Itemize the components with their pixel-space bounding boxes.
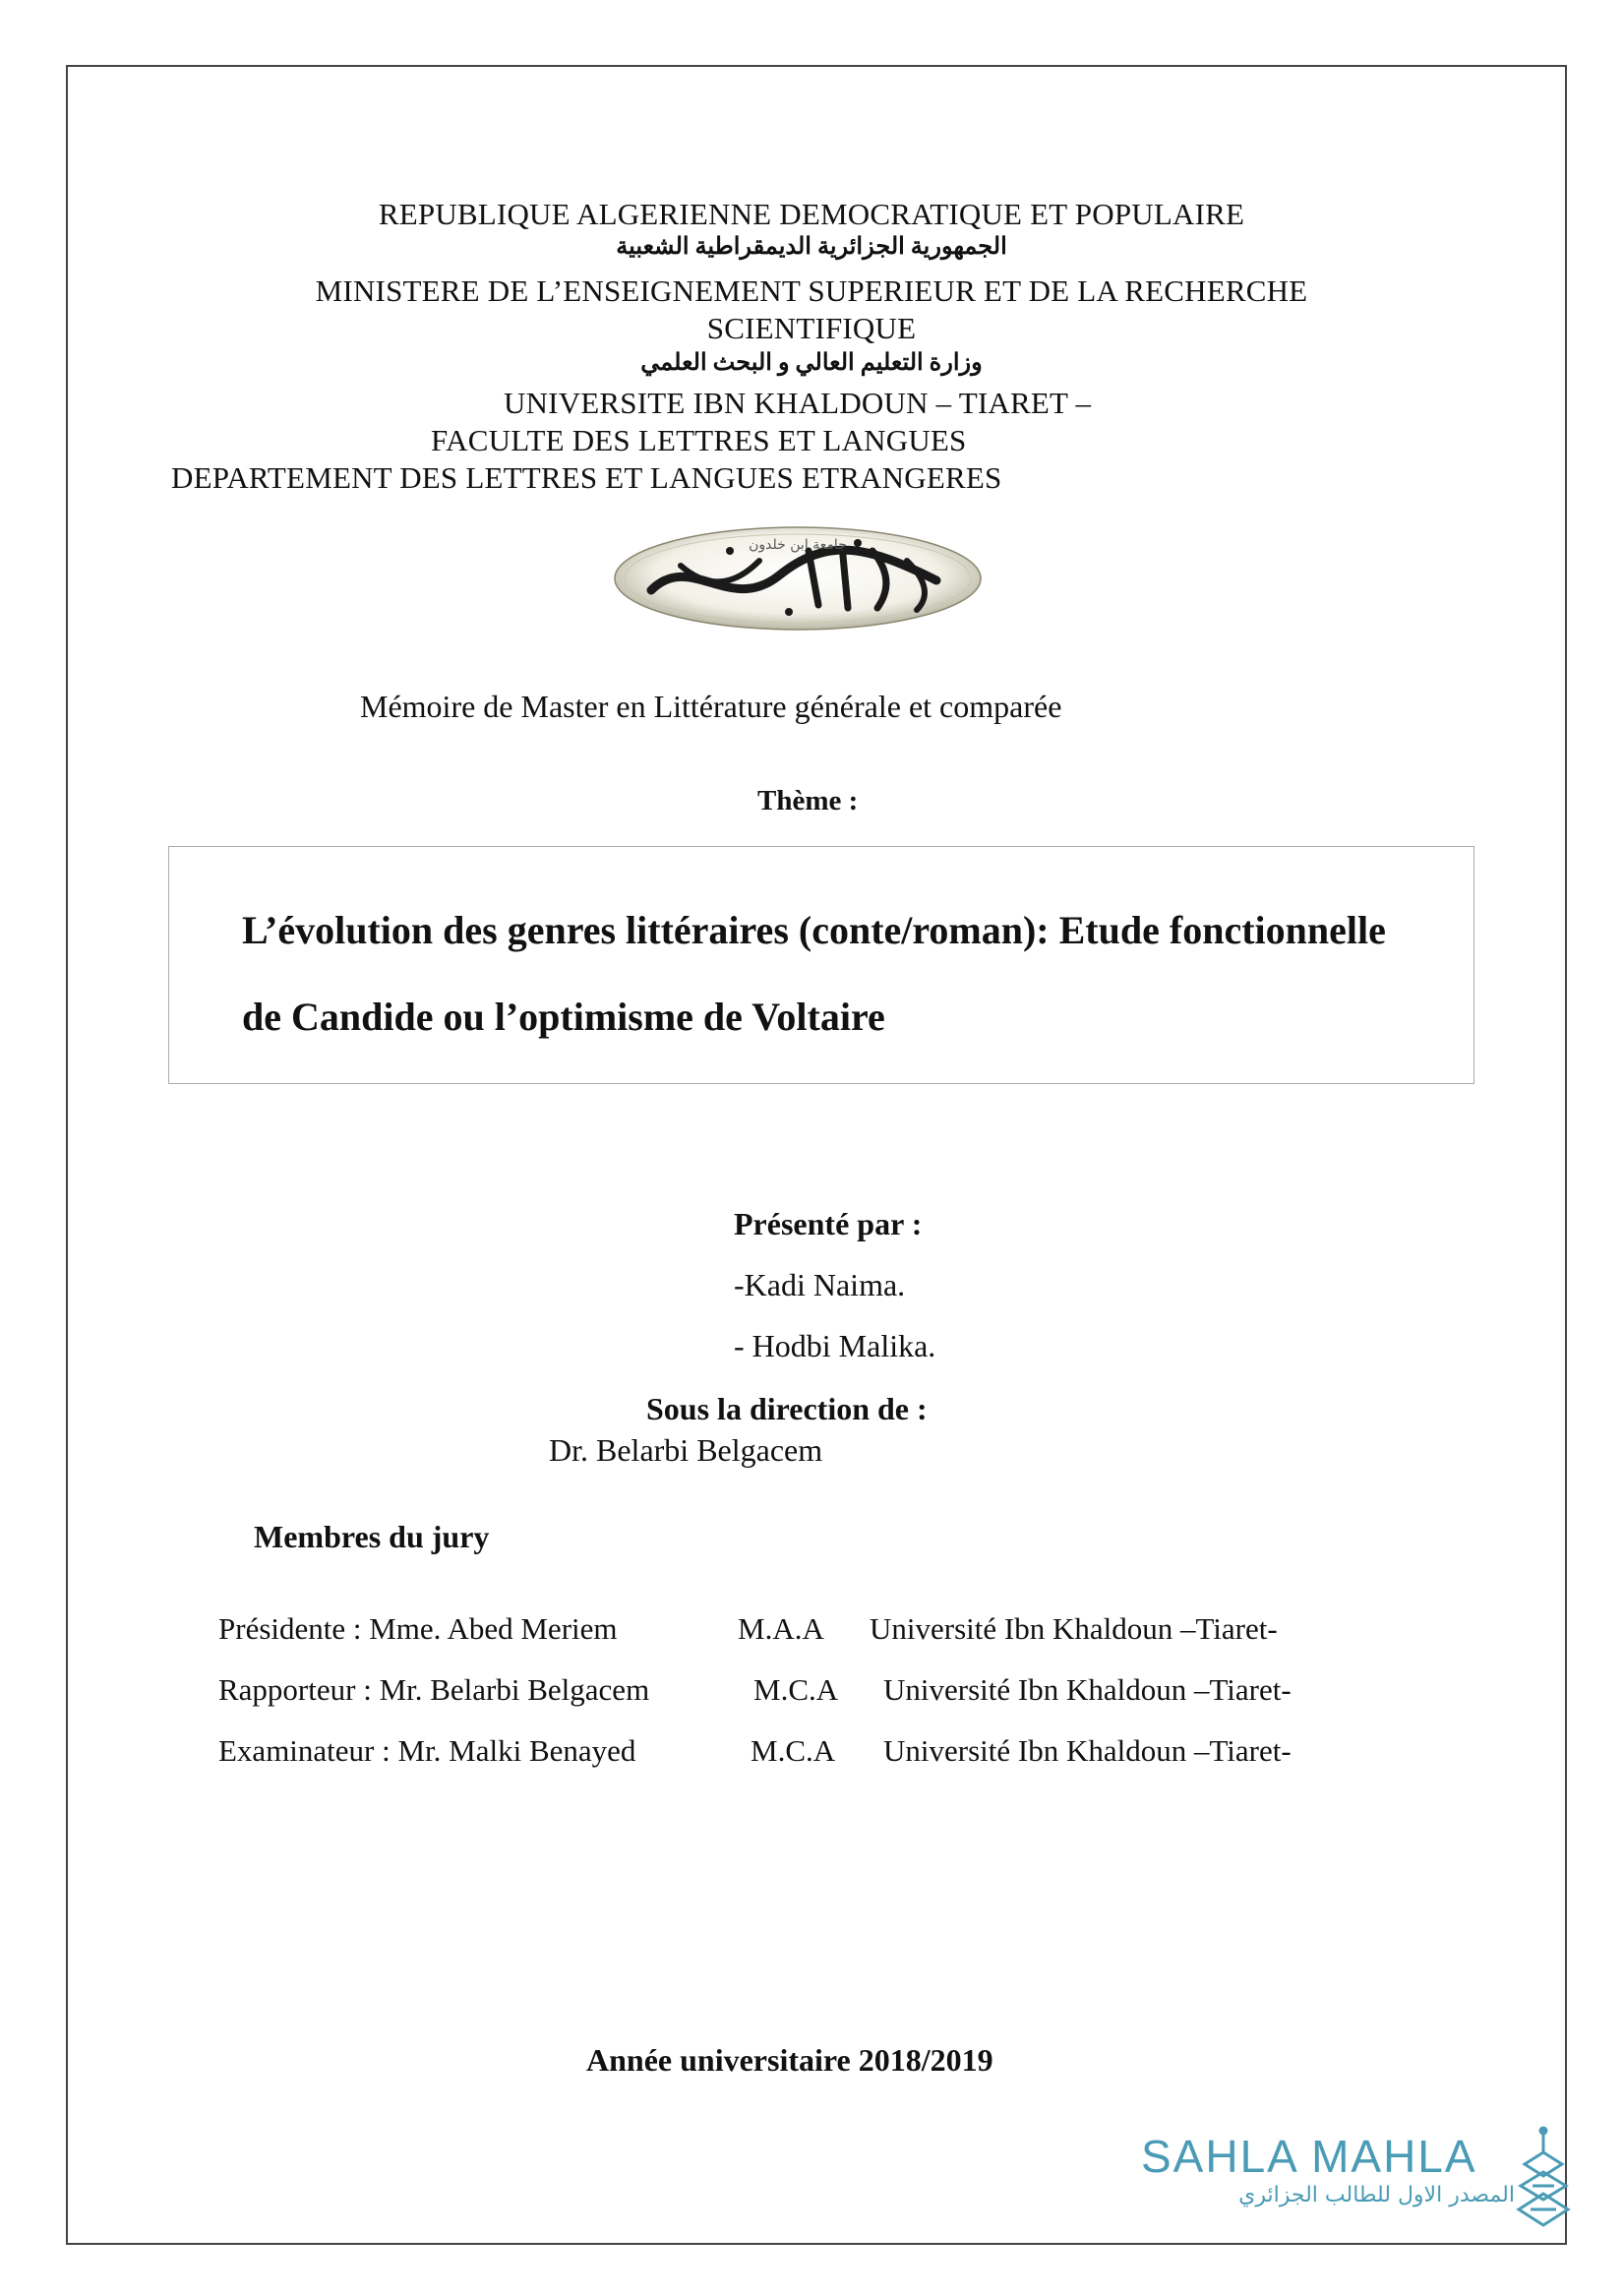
logo-text: جامعة ابن خلدون <box>749 537 847 553</box>
theme-label: Thème : <box>757 785 859 816</box>
republic-fr: REPUBLIQUE ALGERIENNE DEMOCRATIQUE ET POPULAIRE <box>378 197 1245 231</box>
jury-institution-1: Université Ibn Khaldoun –Tiaret- <box>870 1611 1278 1646</box>
university-logo <box>612 521 984 632</box>
jury-role-1: Présidente : Mme. Abed Meriem <box>218 1611 618 1646</box>
jury-institution-3: Université Ibn Khaldoun –Tiaret- <box>883 1733 1292 1768</box>
student-2: - Hodbi Malika. <box>734 1328 936 1363</box>
watermark-subtitle: المصدر الاول للطالب الجزائري <box>1238 2183 1515 2207</box>
academic-year: Année universitaire 2018/2019 <box>586 2042 993 2078</box>
republic-ar: الجمهورية الجزائرية الديمقراطية الشعبية <box>616 234 1007 260</box>
title-line-2: de Candide ou l’optimisme de Voltaire <box>242 995 885 1039</box>
watermark-title: SAHLA MAHLA <box>1141 2131 1477 2182</box>
supervisor-name: Dr. Belarbi Belgacem <box>549 1432 823 1468</box>
memoire-type: Mémoire de Master en Littérature générale et comparée <box>360 689 1062 724</box>
faculty-name: FACULTE DES LETTRES ET LANGUES <box>431 423 967 457</box>
jury-role-2: Rapporteur : Mr. Belarbi Belgacem <box>218 1672 650 1707</box>
student-1: -Kadi Naima. <box>734 1267 906 1302</box>
title-line-1: L’évolution des genres littéraires (conte/roman): Etude fonctionnelle <box>242 908 1386 952</box>
presented-label: Présenté par : <box>734 1206 923 1241</box>
department-name: DEPARTEMENT DES LETTRES ET LANGUES ETRANGERES <box>171 460 1002 495</box>
direction-label: Sous la direction de : <box>646 1391 928 1426</box>
title-box <box>168 846 1474 1084</box>
watermark-logo-icon <box>1515 2125 1572 2233</box>
jury-heading: Membres du jury <box>254 1519 490 1554</box>
jury-role-3: Examinateur : Mr. Malki Benayed <box>218 1733 636 1768</box>
ministry-fr-1: MINISTERE DE L’ENSEIGNEMENT SUPERIEUR ET DE LA RECHERCHE <box>315 273 1308 308</box>
ministry-fr-2: SCIENTIFIQUE <box>706 311 917 345</box>
ministry-ar: وزارة التعليم العالي و البحث العلمي <box>640 350 983 376</box>
university-name: UNIVERSITE IBN KHALDOUN – TIARET – <box>504 386 1092 420</box>
jury-grade-1: M.A.A <box>738 1611 824 1646</box>
jury-institution-2: Université Ibn Khaldoun –Tiaret- <box>883 1672 1292 1707</box>
jury-grade-3: M.C.A <box>751 1733 836 1768</box>
watermark <box>1141 2130 1515 2207</box>
jury-grade-2: M.C.A <box>753 1672 839 1707</box>
